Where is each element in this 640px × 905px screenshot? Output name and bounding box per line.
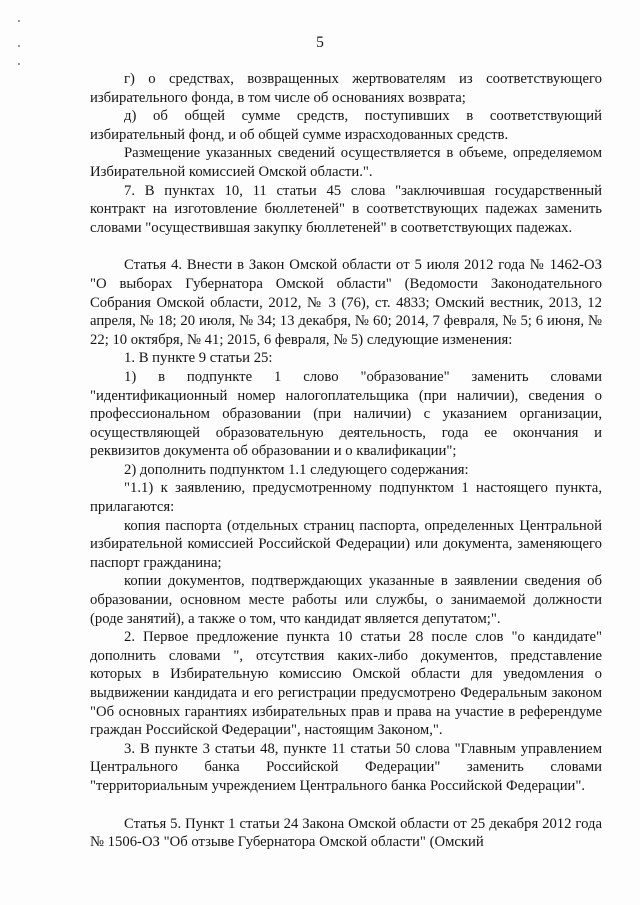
scan-speck (18, 63, 20, 65)
paragraph-spacer (90, 237, 602, 256)
paragraph-item-7: 7. В пунктах 10, 11 статьи 45 слова "заключившая государственный контракт на изготовление бюллетеней" в соответствующих падежах заменить словами "осуществившая закупку бюллетеней" в соответствующих падежах. (90, 182, 602, 236)
document-body (90, 70, 602, 852)
paragraph-spacer (90, 796, 602, 815)
paragraph-item-3: 3. В пункте 3 статьи 48, пункте 11 статьи 50 слова "Главным управлением Центрального банка Российской Федерации" заменить словами "территориальным учреждением Центрального банка Российской Федерации". (90, 740, 602, 794)
paragraph-1-1: "1.1) к заявлению, предусмотренному подпунктом 1 настоящего пункта, прилагаются: (90, 480, 602, 516)
paragraph-d: д) об общей сумме средств, поступивших в соответствующий избирательный фонд, и об общей сумме израсходованных средств. (90, 108, 602, 143)
paragraph-passport-copy: копия паспорта (отдельных страниц паспорта, определенных Центральной избирательной комиссией Российской Федерации) или документа, заменяющего паспорт гражданина; (90, 517, 602, 571)
paragraph-item-1: 1. В пункте 9 статьи 25: (124, 350, 273, 367)
paragraph-g: г) о средствах, возвращенных жертвователям из соответствующего избирательного фонда, в том числе об основаниях возврата; (90, 71, 602, 106)
scan-speck (18, 20, 20, 22)
paragraph-subitem-2: 2) дополнить подпунктом 1.1 следующего содержания: (124, 461, 469, 478)
paragraph-documents-copies: копии документов, подтверждающих указанные в заявлении сведения об образовании, основном месте работы или службы, о занимаемой должности (роде занятий), а также о том, что кандидат является депутатом;". (90, 573, 602, 627)
article-5-heading: Статья 5. Пункт 1 статьи 24 Закона Омской области от 25 декабря 2012 года № 1506-ОЗ "Об отзыве Губернатора Омской области" (Омский (90, 815, 602, 851)
article-4-heading: Статья 4. Внести в Закон Омской области от 5 июля 2012 года № 1462-ОЗ "О выборах Губернатора Омской области" (Ведомости Законодательного Собрания Омской области, 2012, № 3 (76), ст. 4833; Омский вестник, 2013, 12 апреля, № 18; 20 июля, № 34; 13 декабря, № 60; 2014, 7 февраля, № 5; 6 июня, № 22; 10 октября, № 41; 2015, 6 февраля, № 5) следующие изменения: (90, 257, 602, 348)
page-number: 5 (316, 34, 324, 51)
paragraph-subitem-1: 1) в подпункте 1 слово "образование" заменить словами "идентификационный номер налогоплательщика (при наличии), сведения о профессиональном образовании (при наличии) с указанием организации, осуществляющей образовательную деятельность, года ее окончания и реквизитов документа об образовании и о квалификации"; (90, 368, 602, 460)
paragraph-item-2: 2. Первое предложение пункта 10 статьи 28 после слов "о кандидате" дополнить словами ", отсутствия каких-либо документов, представление которых в Избирательную комиссию Омской области для уведомления о выдвижении кандидата и его регистрации предусмотрено Федеральным законом "Об основных гарантиях избирательных прав и права на участие в референдуме граждан Российской Федерации", настоящим Законом,". (90, 629, 602, 739)
paragraph-placement: Размещение указанных сведений осуществляется в объеме, определяемом Избирательной комиссией Омской области.". (90, 145, 602, 180)
